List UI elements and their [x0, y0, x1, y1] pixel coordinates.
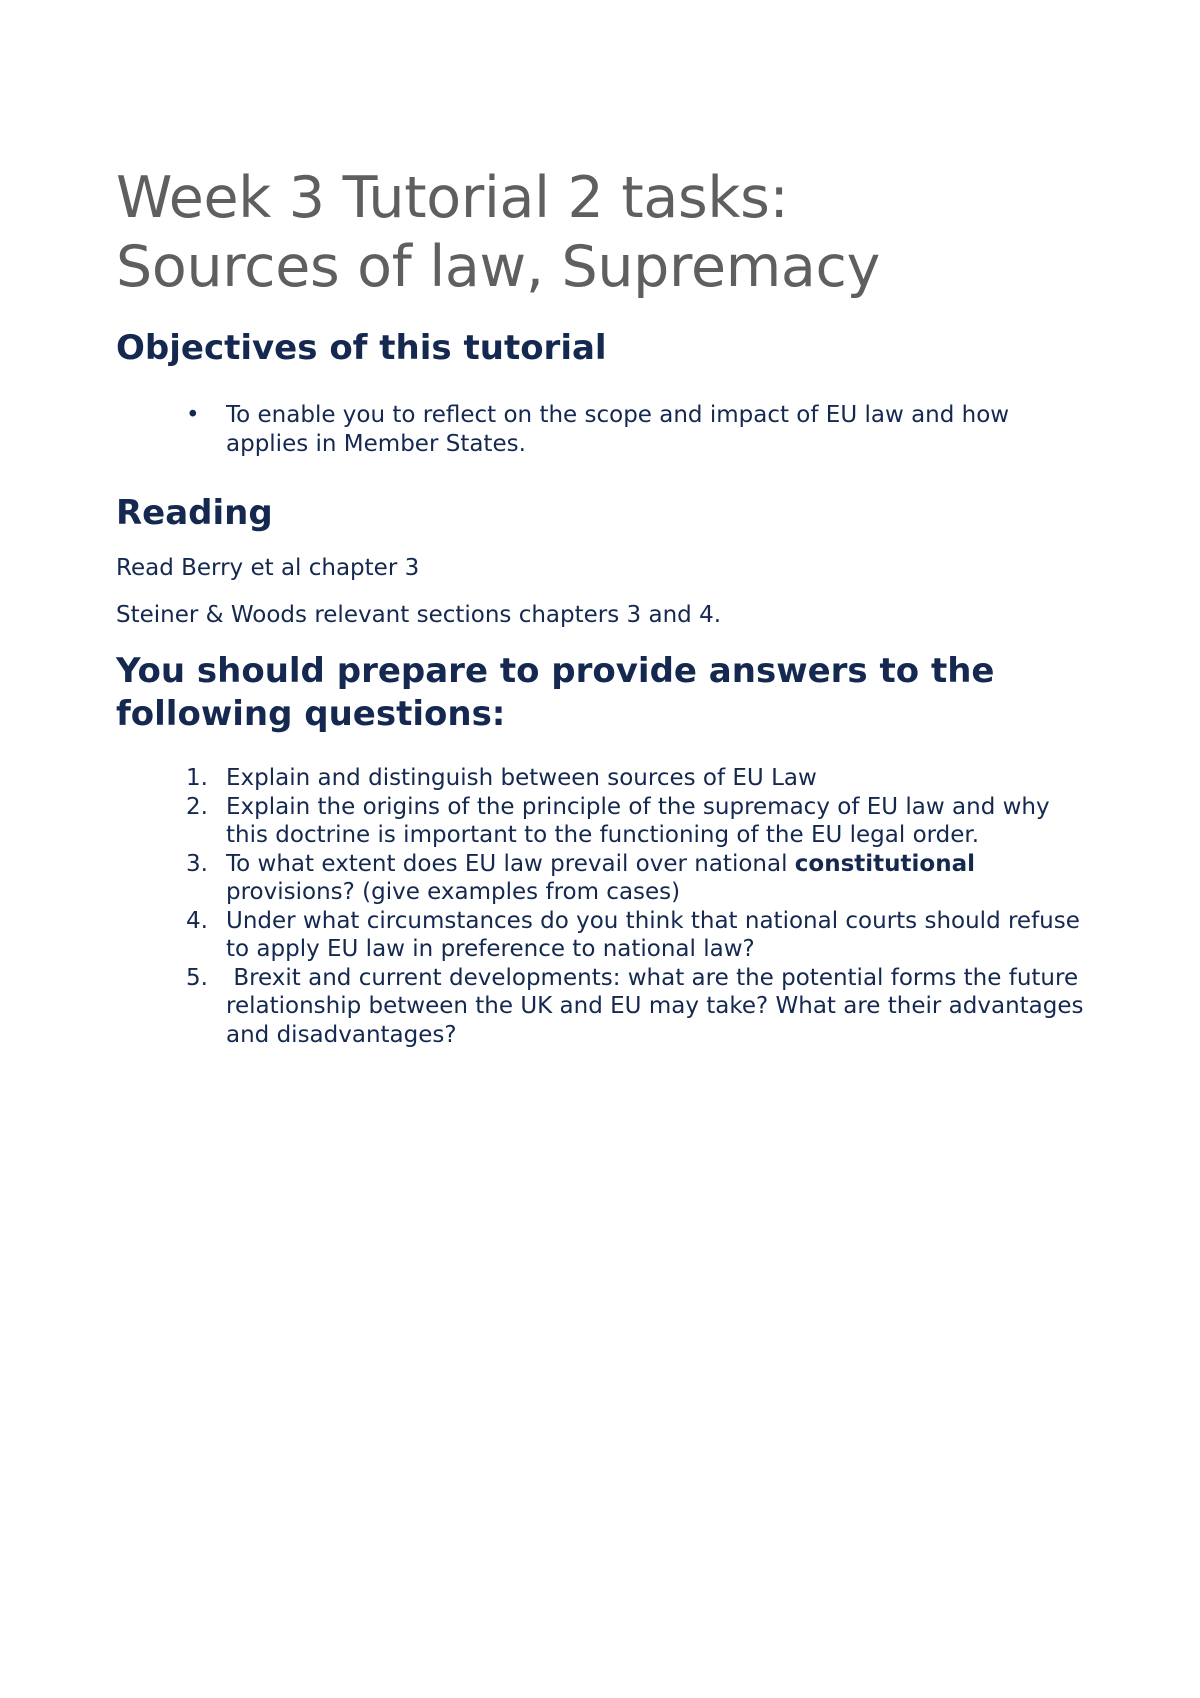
- question-emphasis: constitutional: [794, 850, 976, 877]
- question-number: 3.: [186, 850, 208, 877]
- objectives-heading: Objectives of this tutorial: [116, 328, 607, 368]
- question-text: Explain the origins of the principle of the supremacy of EU law and why this doctrine is important to the functioning of the EU legal order.: [226, 793, 1050, 848]
- reading-paragraph: Steiner & Woods relevant sections chapters 3 and 4.: [116, 602, 722, 628]
- question-text-before: To what extent does EU law prevail over national: [226, 850, 795, 877]
- question-item: [186, 964, 1096, 1050]
- question-text: Brexit and current developments: what are the potential forms the future relationship between the UK and EU may take? What are their advantages and disadvantages?: [226, 964, 1091, 1048]
- reading-heading: Reading: [116, 493, 273, 533]
- question-text: Under what circumstances do you think that national courts should refuse to apply EU law in preference to national law?: [226, 907, 1080, 962]
- objective-text: To enable you to reflect on the scope and impact of EU law and how applies in Member States.: [226, 402, 1010, 457]
- question-text-after: provisions? (give examples from cases): [226, 879, 681, 905]
- reading-paragraph: Read Berry et al chapter 3: [116, 555, 420, 581]
- questions-heading: You should prepare to provide answers to the following questions:: [116, 651, 995, 734]
- bullet-icon: •: [186, 402, 200, 428]
- question-number: 2.: [186, 793, 208, 820]
- question-number: 5.: [186, 964, 208, 991]
- document-page: [116, 164, 1096, 1049]
- question-text: Explain and distinguish between sources of EU Law: [226, 765, 817, 791]
- objectives-list: [116, 401, 1096, 459]
- question-number: 4.: [186, 907, 208, 934]
- questions-list: [116, 764, 1096, 1049]
- question-item: [186, 907, 1096, 964]
- question-item: [186, 793, 1096, 850]
- list-item: [186, 401, 1096, 459]
- question-item: [186, 764, 1096, 793]
- title-line-1: Week 3 Tutorial 2 tasks:: [116, 165, 789, 231]
- title-line-2: Sources of law, Supremacy: [116, 234, 881, 300]
- question-item: [186, 850, 1096, 907]
- document-title: [116, 164, 1096, 302]
- question-number: 1.: [186, 765, 208, 791]
